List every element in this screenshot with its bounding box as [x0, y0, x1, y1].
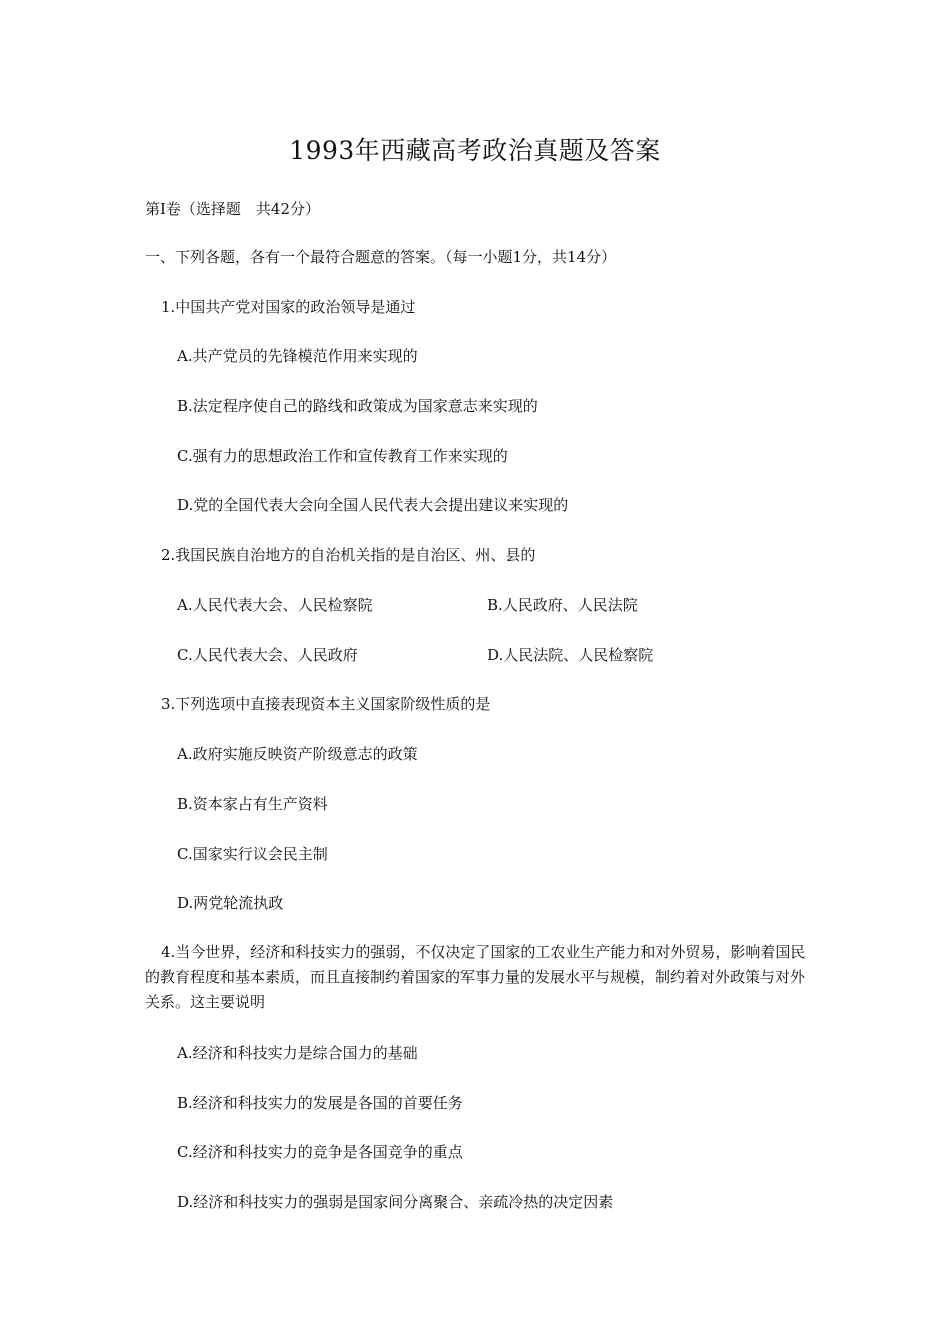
question-option: C.人民代表大会、人民政府: [177, 646, 358, 664]
question-option: D.经济和科技实力的强弱是国家间分离聚合、亲疏冷热的决定因素: [177, 1193, 614, 1211]
question-option: A.经济和科技实力是综合国力的基础: [177, 1044, 418, 1062]
question-option: A.人民代表大会、人民检察院: [177, 596, 373, 614]
question-stem: 4.当今世界，经济和科技实力的强弱，不仅决定了国家的工农业生产能力和对外贸易，影响着国民的教育程度和基本素质，而且直接制约着国家的军事力量的发展水平与规模，制约着对外政策与对外关系。这主要说明: [145, 943, 806, 1011]
part-instruction: 一、下列各题，各有一个最符合题意的答案。（每一小题1分，共14分）: [145, 248, 617, 266]
question-option: C.经济和科技实力的竞争是各国竞争的重点: [177, 1143, 463, 1161]
section-header: 第Ⅰ卷（选择题 共42分）: [145, 200, 321, 218]
question-stem: 1.中国共产党对国家的政治领导是通过: [161, 298, 416, 316]
question-option: B.人民政府、人民法院: [487, 596, 638, 614]
question-option: A.政府实施反映资产阶级意志的政策: [177, 745, 418, 763]
question-option: D.两党轮流执政: [177, 894, 284, 912]
question-stem: 3.下列选项中直接表现资本主义国家阶级性质的是: [161, 695, 491, 713]
question-option: D.人民法院、人民检察院: [487, 646, 654, 664]
question-option: B.资本家占有生产资料: [177, 795, 328, 813]
question-option: C.强有力的思想政治工作和宣传教育工作来实现的: [177, 447, 508, 465]
question-option: C.国家实行议会民主制: [177, 845, 328, 863]
document-title: 1993年西藏高考政治真题及答案: [289, 136, 661, 165]
question-option: B.经济和科技实力的发展是各国的首要任务: [177, 1094, 463, 1112]
question-option: A.共产党员的先锋模范作用来实现的: [177, 347, 418, 365]
question-stem: 2.我国民族自治地方的自治机关指的是自治区、州、县的: [161, 546, 536, 564]
question-option: B.法定程序使自己的路线和政策成为国家意志来实现的: [177, 397, 538, 415]
question-option: D.党的全国代表大会向全国人民代表大会提出建议来实现的: [177, 496, 569, 514]
